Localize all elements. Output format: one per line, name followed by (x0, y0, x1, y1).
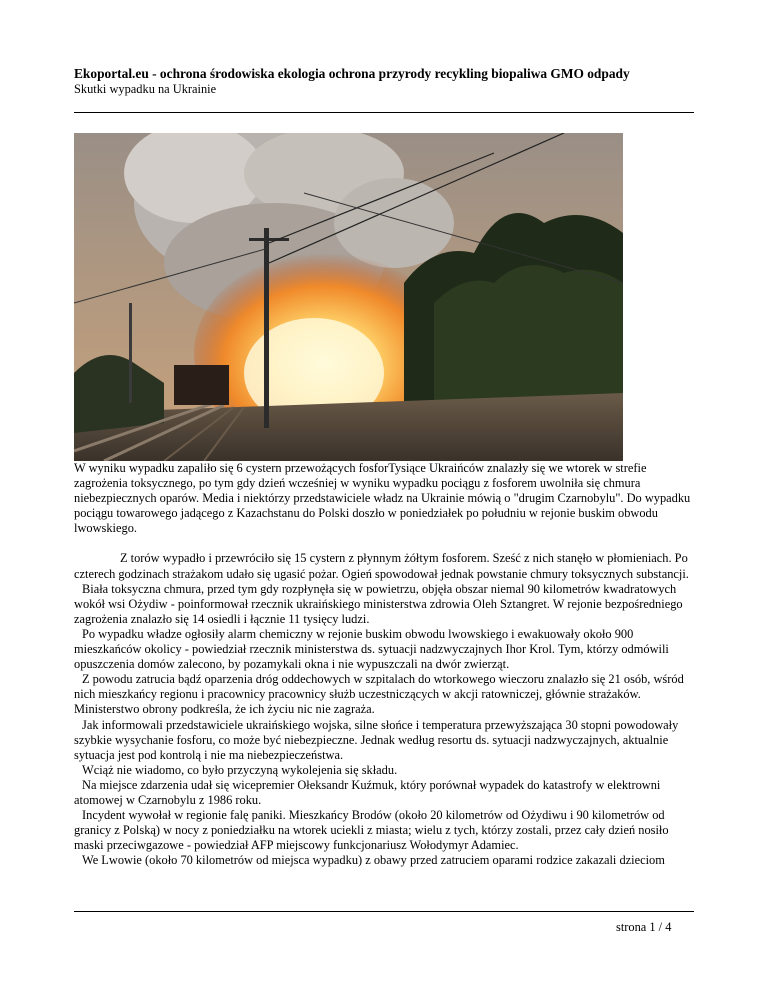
paragraph: Wciąż nie wiadomo, co było przyczyną wykolejenia się składu. (82, 762, 398, 777)
article-subtitle: Skutki wypadku na Ukrainie (74, 82, 217, 96)
page-number: strona 1 / 4 (616, 920, 672, 934)
site-title: Ekoportal.eu - ochrona środowiska ekologia ochrona przyrody recykling biopaliwa GMO odpady (74, 66, 630, 81)
paragraph: Na miejsce zdarzenia udał się wicepremier Ołeksandr Kuźmuk, który porównał wypadek do katastrofy w elektrowni atomowej w Czarnobylu z 1986 roku. (74, 777, 661, 807)
article-body (74, 461, 694, 868)
footer-divider (74, 911, 694, 912)
paragraph: We Lwowie (około 70 kilometrów od miejsca wypadku) z obawy przed zatruciem oparami rodzice zakazali dzieciom (82, 853, 665, 868)
document-page (74, 0, 694, 994)
paragraph: Biała toksyczna chmura, przed tym gdy rozpłynęła się w powietrzu, objęła obszar niemal 90 kilometrów kwadratowych wokół wsi Ożydiw - poinformował rzecznik ukraińskiego ministerstwa zdrowia Oleh Sztangret. W rejonie bezpośredniego zagrożenia znalazło się 14 osiedli i łącznie 11 tysięcy ludzi. (74, 581, 683, 626)
paragraph: Z powodu zatrucia bądź oparzenia dróg oddechowych w szpitalach do wtorkowego wieczoru znalazło się 21 osób, wśród nich mieszkańcy regionu i pracownicy pracownicy służb uczestniczących w akcji ratowniczej, głównie strażaków. Ministerstwo obrony podkreśla, że ich życiu nic nie zagraża. (74, 672, 684, 717)
train-fire-photo (74, 133, 623, 461)
paragraph: Jak informowali przedstawiciele ukraińskiego wojska, silne słońce i temperatura przewyższająca 30 stopni powodowały szybkie wysychanie fosforu, co może być niebezpieczne. Jednak według resortu ds. sytuacji nadzwyczajnych, aktualnie sytuacja jest pod kontrolą i nie ma niebezpieczeństwa. (74, 717, 679, 762)
paragraph: Incydent wywołał w regionie falę paniki. Mieszkańcy Brodów (około 20 kilometrów od Ożydiwu i 90 kilometrów od granicy z Polską) w nocy z poniedziałku na wtorek uciekli z miasta; wielu z tych, którzy zostali, przez cały dzień nosiło maski przeciwgazowe - powiedział AFP miejscowy funkcjonariusz Wołodymyr Adamiec. (74, 808, 669, 853)
article-lead: W wyniku wypadku zapaliło się 6 cystern przewożących fosforTysiące Ukraińców znalazły się we wtorek w strefie zagrożenia toksycznego, po tym gdy dzień wcześniej w wyniku wypadku pociągu z fosforem uwolniła się chmura niebezpiecznych oparów. Media i niektórzy przedstawiciele władz na Ukrainie mówią o "drugim Czarnobylu". Do wypadku pociągu towarowego jadącego z Kazachstanu do Polski doszło w poniedziałek po południu w rejonie buskim obwodu lwowskiego. (74, 461, 691, 536)
header-divider (74, 112, 694, 113)
paragraph: Z torów wypadło i przewróciło się 15 cystern z płynnym żółtym fosforem. Sześć z nich stanęło w płomieniach. Po czterech godzinach strażakom udało się ugasić pożar. Ogień spowodował jednak powstanie chmury toksycznych substancji. (74, 551, 689, 581)
paragraph: Po wypadku władze ogłosiły alarm chemiczny w rejonie buskim obwodu lwowskiego i ewakuowały około 900 mieszkańców okolicy - powiedział rzecznik ministerstwa ds. sytuacji nadzwyczajnych Ihor Krol. Tym, którzy odmówili opuszczenia domów zalecono, by pozamykali okna i nie wypuszczali na dwór zwierząt. (74, 626, 669, 672)
